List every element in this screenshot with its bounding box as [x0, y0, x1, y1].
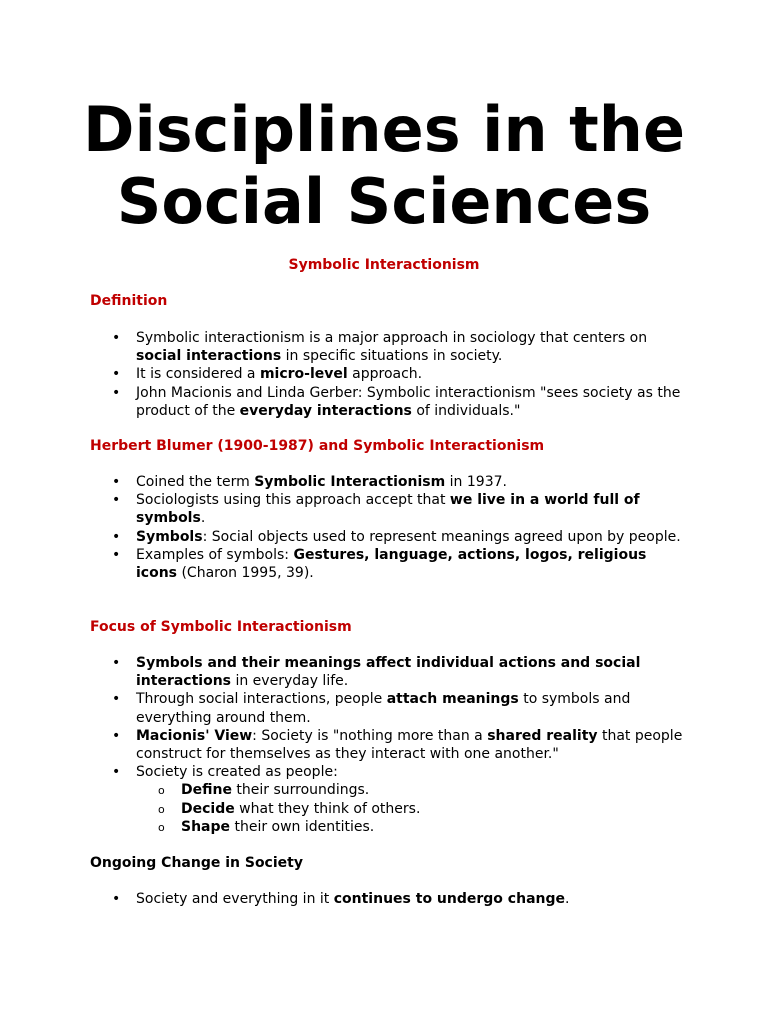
page-title-line-1: Disciplines in the [83, 93, 685, 166]
sub-list-item: o Decide what they think of others. [136, 800, 690, 818]
list-item: • Symbols: Social objects used to represent meanings agreed upon by people. [90, 528, 690, 546]
heading-herbert-blumer: Herbert Blumer (1900-1987) and Symbolic Interactionism [90, 438, 545, 454]
list-item: • Society is created as people: o Define their surroundings. o Decide what they think of others. o Shape their own identities. [90, 763, 690, 836]
heading-focus: Focus of Symbolic Interactionism [90, 619, 352, 635]
list-item: • Sociologists using this approach accept that we live in a world full of symbols. [90, 491, 690, 527]
list-item: • Symbols and their meanings affect individual actions and social interactions in everyday life. [90, 654, 690, 690]
sub-list-item: o Shape their own identities. [136, 818, 690, 836]
change-list [90, 890, 690, 908]
list-item: • Symbolic interactionism is a major approach in sociology that centers on social interactions in specific situations in society. [90, 329, 690, 365]
sub-list-item: o Define their surroundings. [136, 781, 690, 799]
heading-definition: Definition [90, 293, 168, 309]
heading-ongoing-change: Ongoing Change in Society [90, 855, 303, 871]
list-item: • It is considered a micro-level approach. [90, 365, 690, 383]
focus-list [90, 654, 690, 836]
section-subtitle: Symbolic Interactionism [288, 257, 480, 273]
list-item: • John Macionis and Linda Gerber: Symbolic interactionism "sees society as the product of the everyday interactions of individuals." [90, 384, 690, 420]
list-item: • Examples of symbols: Gestures, language, actions, logos, religious icons (Charon 1995, 39). [90, 546, 690, 582]
page-title-line-2: Social Sciences [116, 165, 652, 238]
sub-list [136, 781, 690, 836]
list-item: • Macionis' View: Society is "nothing more than a shared reality that people construct for themselves as they interact with one another." [90, 727, 690, 763]
list-item: • Coined the term Symbolic Interactionism in 1937. [90, 473, 690, 491]
blumer-list [90, 473, 690, 582]
list-item: • Society and everything in it continues to undergo change. [90, 890, 690, 908]
definition-list [90, 329, 690, 420]
list-item: • Through social interactions, people attach meanings to symbols and everything around them. [90, 690, 690, 726]
